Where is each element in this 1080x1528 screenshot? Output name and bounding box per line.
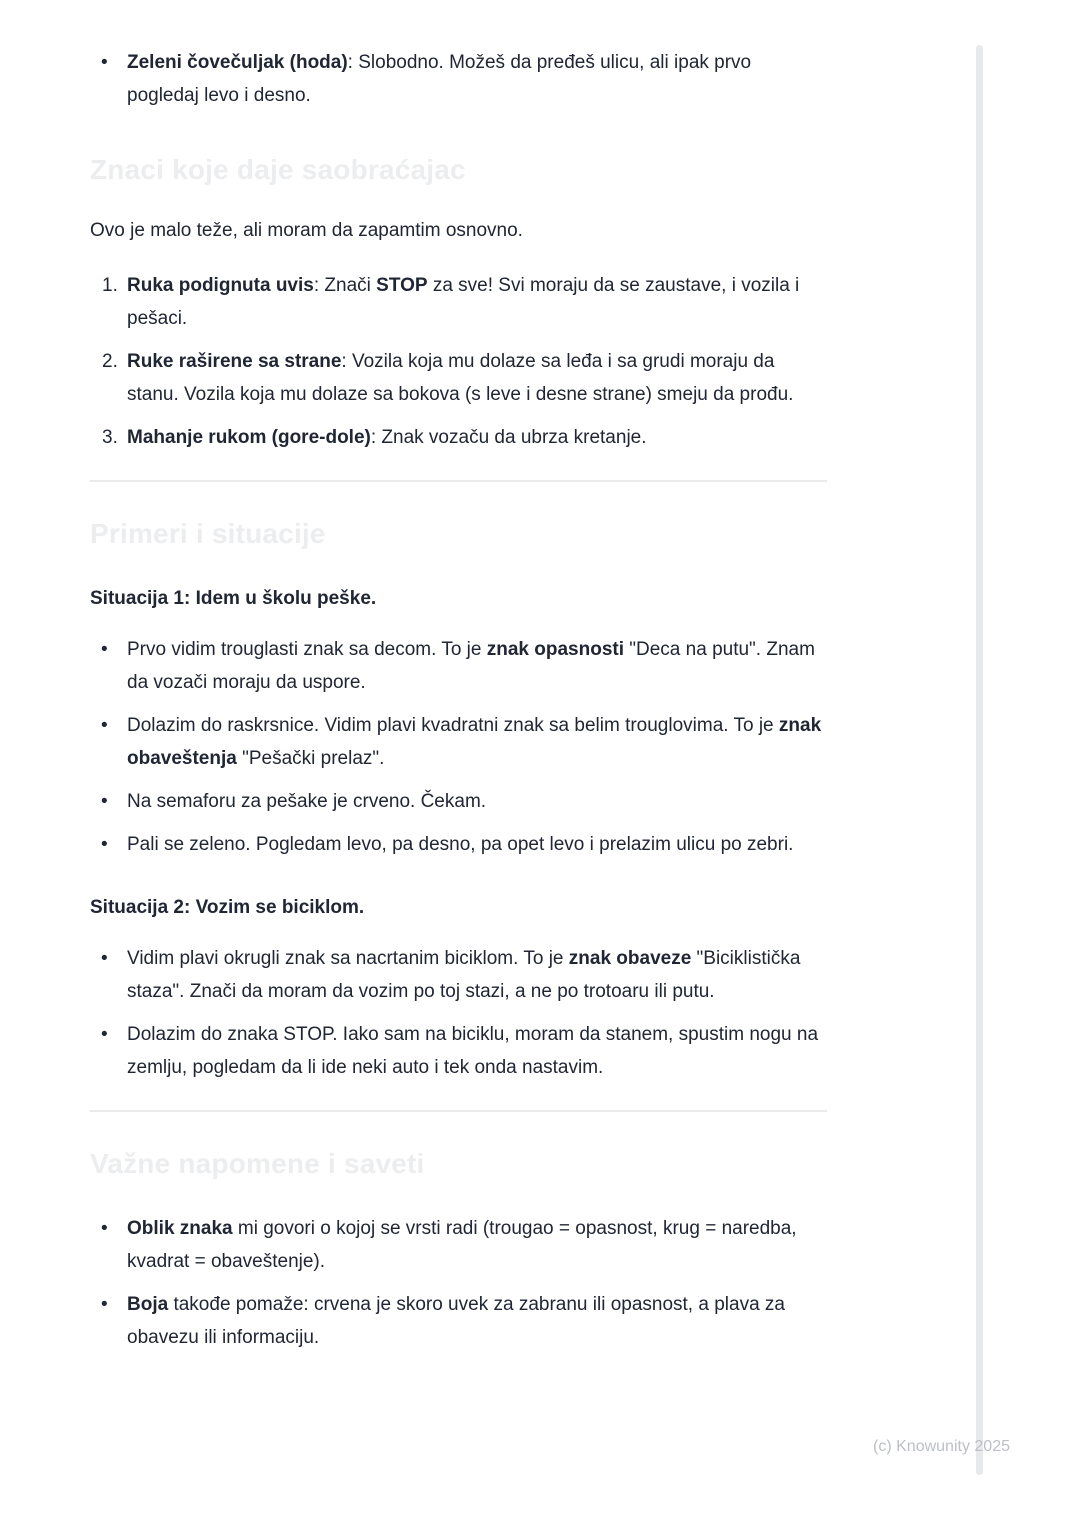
list-item: • Zeleni čovečuljak (hoda): Slobodno. Možeš da pređeš ulicu, ali ipak prvo pogledaj levo i desno. xyxy=(90,46,827,112)
divider xyxy=(90,1110,827,1112)
list-item: • Boja takođe pomaže: crvena je skoro uvek za zabranu ili opasnost, a plava za obavezu ili informaciju. xyxy=(90,1288,827,1354)
situation-1-title: Situacija 1: Idem u školu peške. xyxy=(90,588,377,609)
list-item: • Prvo vidim trouglasti znak sa decom. To je znak opasnosti "Deca na putu". Znam da vozači moraju da uspore. xyxy=(90,633,827,699)
list-item: • Oblik znaka mi govori o kojoj se vrsti radi (trougao = opasnost, krug = naredba, kvadrat = obaveštenje). xyxy=(90,1212,827,1278)
scrollbar[interactable] xyxy=(976,45,983,1475)
section-heading-notes: Važne napomene i saveti xyxy=(90,1148,425,1179)
lead-paragraph: Ovo je malo teže, ali moram da zapamtim osnovno. xyxy=(90,220,523,241)
copyright-watermark: (c) Knowunity 2025 xyxy=(873,1438,1010,1455)
list-item: Mahanje rukom (gore-dole): Znak vozaču da ubrza kretanje. xyxy=(127,427,647,448)
divider xyxy=(90,480,827,482)
note-content xyxy=(90,0,827,1354)
intro-list xyxy=(90,46,827,112)
officer-signals-list xyxy=(90,269,827,454)
list-item: • Na semaforu za pešake je crveno. Čekam. xyxy=(90,785,827,818)
situation-1-list xyxy=(90,633,827,861)
list-item: Ruka podignuta uvis: Znači STOP za sve! Svi moraju da se zaustave, i vozila i pešaci. xyxy=(127,275,800,329)
list-item: • Dolazim do znaka STOP. Iako sam na biciklu, moram da stanem, spustim nogu na zemlju, pogledam da li ide neki auto i tek onda nastavim. xyxy=(90,1018,827,1084)
list-item: • Dolazim do raskrsnice. Vidim plavi kvadratni znak sa belim trouglovima. To je znak obaveštenja "Pešački prelaz". xyxy=(90,709,827,775)
situation-2-list xyxy=(90,942,827,1084)
section-heading-examples: Primeri i situacije xyxy=(90,518,326,549)
list-item: • Vidim plavi okrugli znak sa nacrtanim biciklom. To je znak obaveze "Biciklistička staza". Znači da moram da vozim po toj stazi, a ne po trotoaru ili putu. xyxy=(90,942,827,1008)
situation-2-title: Situacija 2: Vozim se biciklom. xyxy=(90,897,365,918)
section-heading-traffic-officer-signs: Znaci koje daje saobraćajac xyxy=(90,154,466,185)
list-item: Ruke raširene sa strane: Vozila koja mu dolaze sa leđa i sa grudi moraju da stanu. Vozila koja mu dolaze sa bokova (s leve i desne strane) smeju da prođu. xyxy=(127,351,794,405)
notes-list xyxy=(90,1212,827,1354)
list-item: • Pali se zeleno. Pogledam levo, pa desno, pa opet levo i prelazim ulicu po zebri. xyxy=(90,828,827,861)
